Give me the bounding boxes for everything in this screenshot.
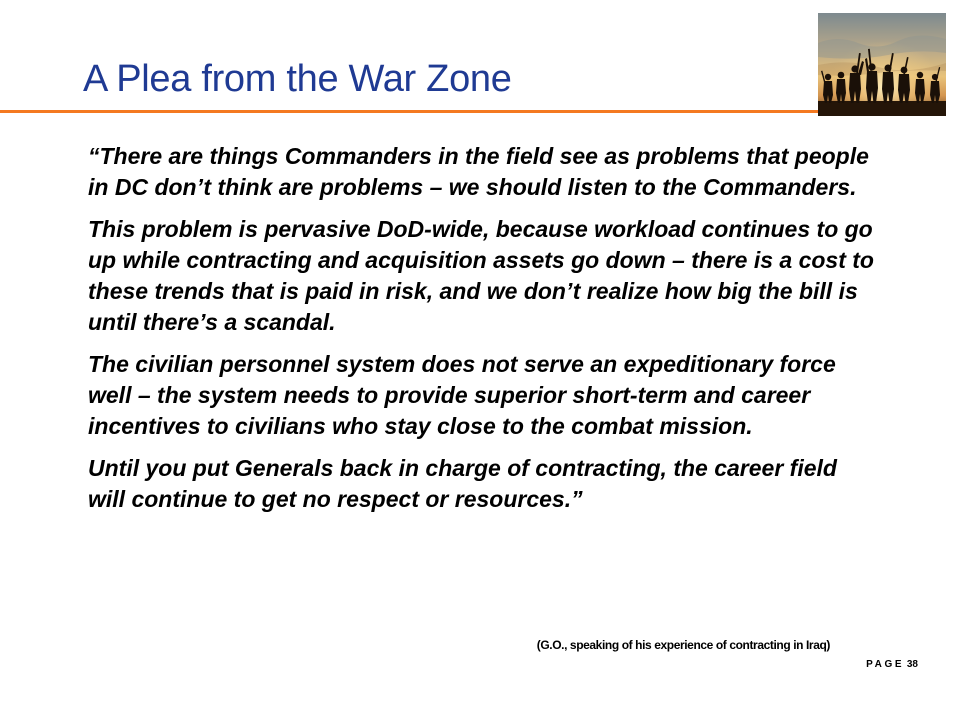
quote-paragraph: This problem is pervasive DoD-wide, because workload continues to go up while contracting and acquisition assets go down – there is a cost to these trends that is paid in risk, and we don’t realize how big the bill is until there’s a scandal. [88, 216, 874, 335]
title-divider [0, 110, 818, 113]
soldiers-silhouette-image [818, 13, 946, 116]
quote-paragraph: “There are things Commanders in the field see as problems that people in DC don’t think are problems – we should listen to the Commanders. [88, 143, 869, 200]
quote-paragraph: Until you put Generals back in charge of contracting, the career field will continue to get no respect or resources.” [88, 455, 837, 512]
page-label: PAGE [866, 659, 905, 670]
page-number-value: 38 [906, 659, 918, 670]
quote-attribution: (G.O., speaking of his experience of contracting in Iraq) [536, 638, 830, 652]
quote-body [88, 141, 878, 526]
page-number [866, 658, 918, 672]
quote-paragraph: The civilian personnel system does not serve an expeditionary force well – the system needs to provide superior short-term and career incentives to civilians who stay close to the combat mission. [88, 351, 836, 439]
slide-title: A Plea from the War Zone [83, 58, 512, 100]
